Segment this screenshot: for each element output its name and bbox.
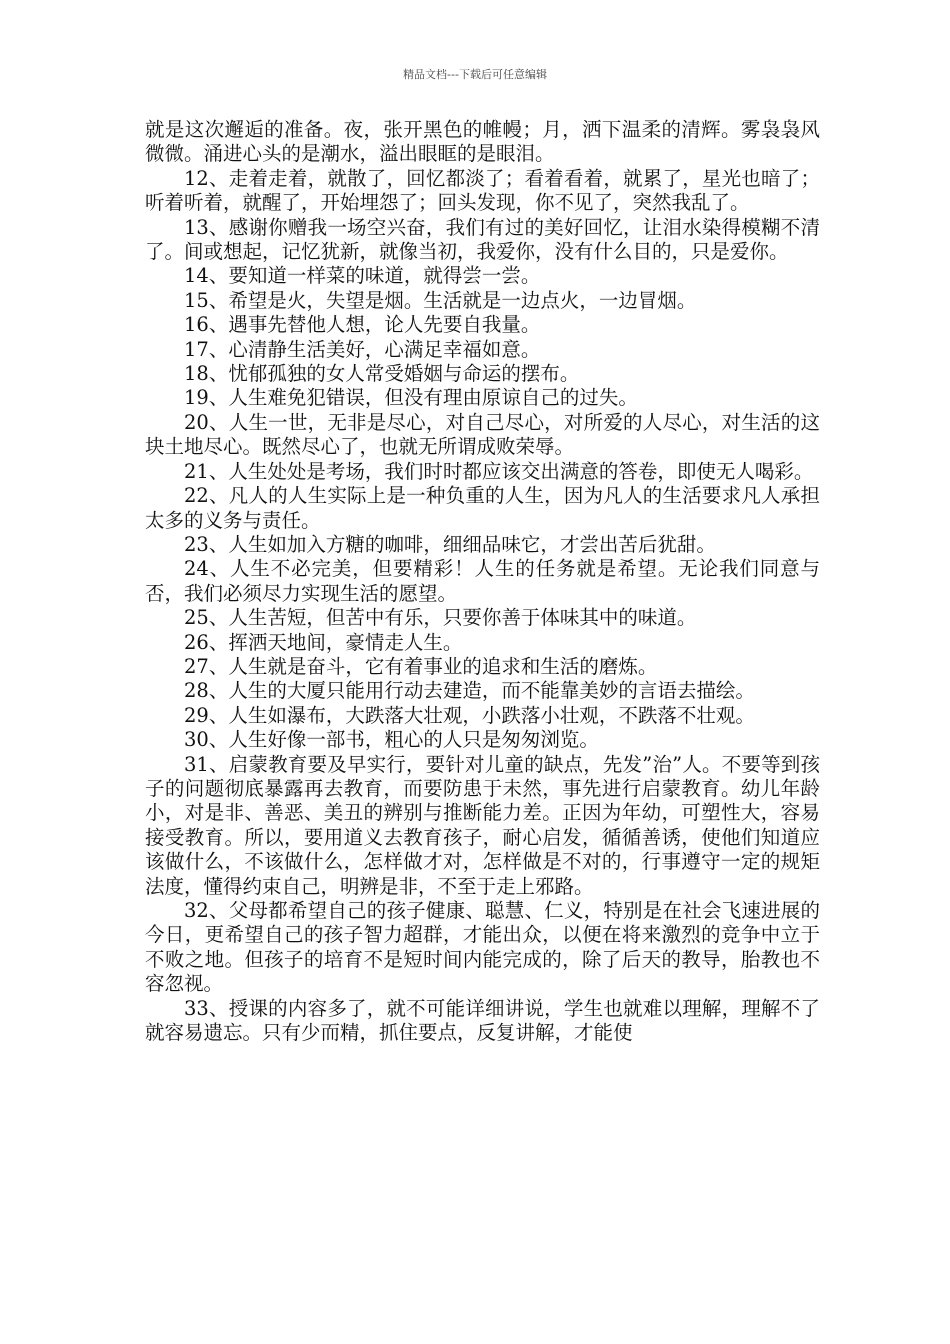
paragraph: 23、人生如加入方糖的咖啡，细细品味它，才尝出苦后犹甜。 [184, 532, 716, 556]
paragraph: 19、人生难免犯错误，但没有理由原谅自己的过失。 [184, 386, 638, 410]
page-header: 精品文档---下载后可任意编辑 [403, 68, 547, 81]
paragraph: 13、感谢你赠我一场空兴奋，我们有过的美好回忆，让泪水染得模糊不清了。间或想起，记忆犹新，就像当初，我爱你，没有什么目的，只是爱你。 [145, 215, 820, 264]
paragraph: 31、启蒙教育要及早实行，要针对儿童的缺点，先发”治”人。不要等到孩子的问题彻底暴露再去教育，而要防患于未然，事先进行启蒙教育。幼儿年龄小，对是非、善恶、美丑的辨别与推断能力差。正因为年幼，可塑性大，容易接受教育。所以，要用道义去教育孩子，耐心启发，循循善诱，使他们知道应该做什么，不该做什么，怎样做才对，怎样做是不对的，行事遵守一定的规矩法度，懂得约束自己，明辨是非，不至于走上邪路。 [145, 752, 820, 898]
paragraph: 17、心清静生活美好，心满足幸福如意。 [184, 337, 541, 361]
paragraph: 14、要知道一样菜的味道，就得尝一尝。 [184, 264, 541, 288]
paragraph: 21、人生处处是考场，我们时时都应该交出满意的答卷，即使无人喝彩。 [184, 459, 814, 483]
paragraph: 20、人生一世，无非是尽心，对自己尽心，对所爱的人尽心，对生活的这块土地尽心。既然尽心了，也就无所谓成败荣辱。 [145, 410, 820, 459]
paragraph: 15、希望是火，失望是烟。生活就是一边点火，一边冒烟。 [184, 288, 697, 312]
paragraph: 29、人生如瀑布，大跌落大壮观，小跌落小壮观，不跌落不壮观。 [184, 703, 755, 727]
paragraph: 就是这次邂逅的准备。夜，张开黑色的帷幔；月，洒下温柔的清辉。雾袅袅风微微。涌进心头的是潮水，溢出眼眶的是眼泪。 [145, 118, 820, 166]
document-body [145, 118, 820, 1045]
paragraph: 24、人生不必完美，但要精彩！人生的任务就是希望。无论我们同意与否，我们必须尽力实现生活的愿望。 [145, 557, 820, 605]
paragraph: 27、人生就是奋斗，它有着事业的追求和生活的磨炼。 [184, 654, 658, 678]
paragraph: 33、授课的内容多了，就不可能详细讲说，学生也就难以理解，理解不了就容易遗忘。只有少而精，抓住要点，反复讲解，才能使 [145, 996, 820, 1045]
paragraph: 25、人生苦短，但苦中有乐，只要你善于体味其中的味道。 [184, 606, 697, 630]
paragraph: 32、父母都希望自己的孩子健康、聪慧、仁义，特别是在社会飞速进展的今日，更希望自己的孩子智力超群，才能出众，以便在将来激烈的竞争中立于不败之地。但孩子的培育不是短时间内能完成的，除了后天的教导，胎教也不容忽视。 [145, 899, 820, 996]
paragraph: 16、遇事先替他人想，论人先要自我量。 [184, 313, 541, 337]
paragraph: 12、走着走着，就散了，回忆都淡了；看着看着，就累了，星光也暗了；听着听着，就醒了，开始埋怨了；回头发现，你不见了，突然我乱了。 [145, 166, 820, 215]
paragraph: 26、挥洒天地间，豪情走人生。 [184, 630, 463, 654]
paragraph: 30、人生好像一部书，粗心的人只是匆匆浏览。 [184, 728, 599, 752]
paragraph: 28、人生的大厦只能用行动去建造，而不能靠美妙的言语去描绘。 [184, 679, 755, 703]
paragraph: 22、凡人的人生实际上是一种负重的人生，因为凡人的生活要求凡人承担太多的义务与责任。 [145, 484, 820, 532]
paragraph: 18、忧郁孤独的女人常受婚姻与命运的摆布。 [184, 362, 580, 386]
